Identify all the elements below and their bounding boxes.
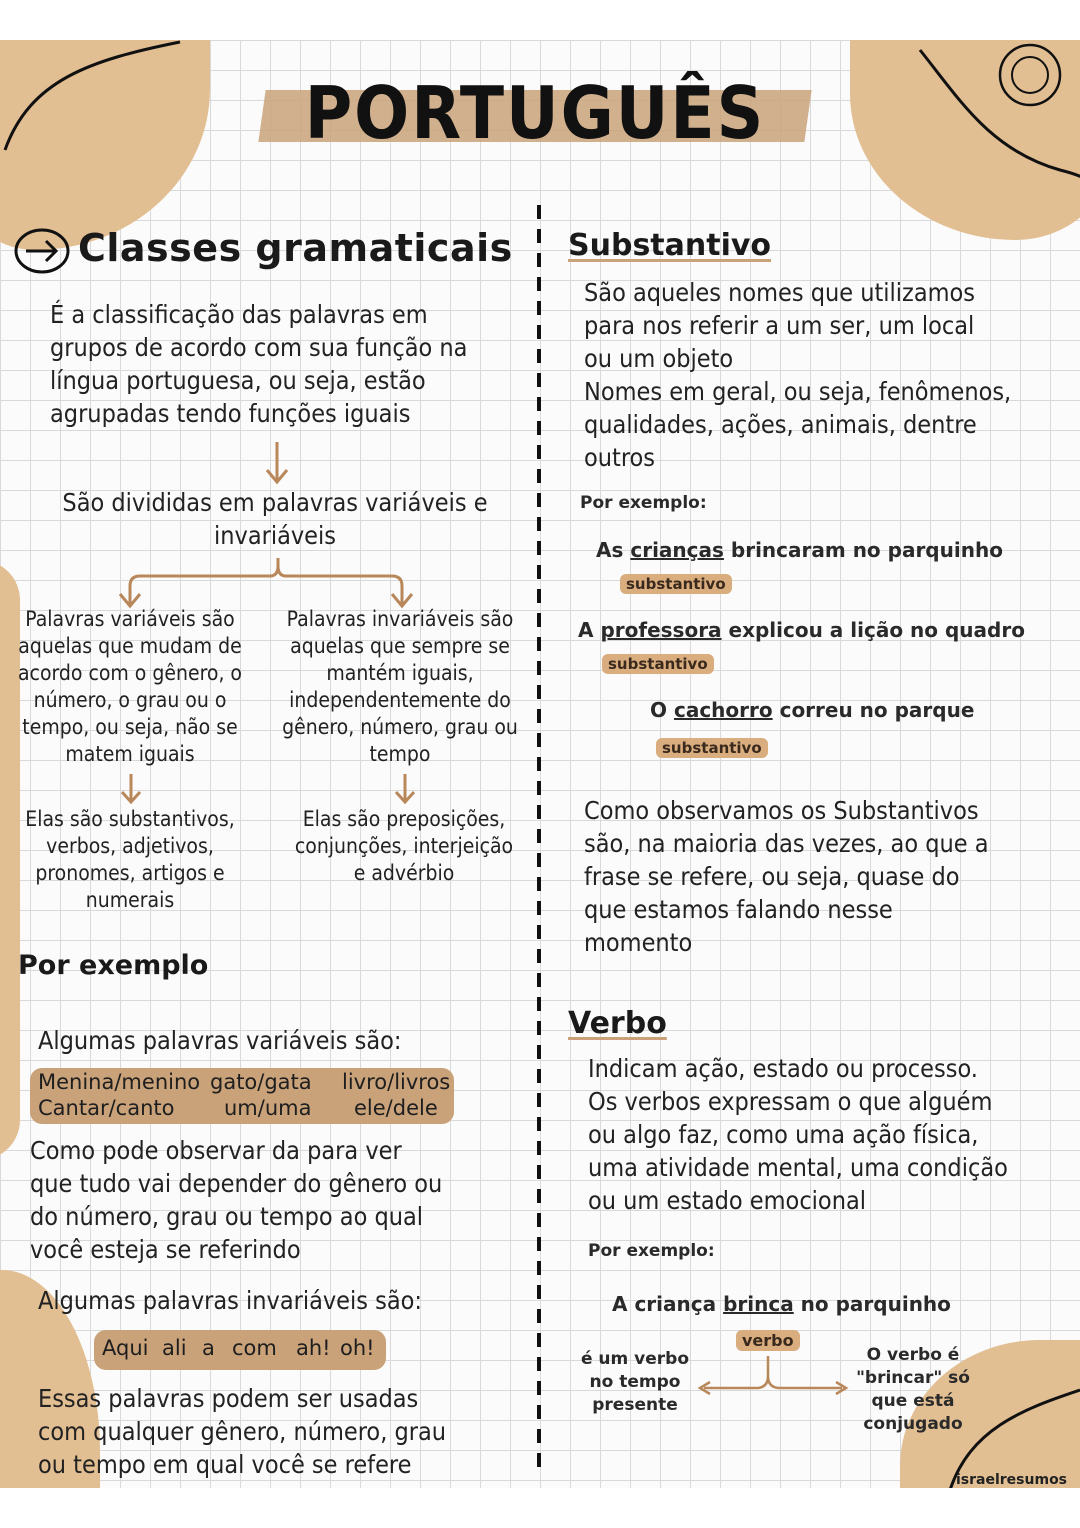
word-item: Aqui [102, 1336, 149, 1360]
sentence-part: A criança [612, 1292, 724, 1316]
word-class-tag: substantivo [620, 574, 732, 594]
variaveis-note-line: que tudo vai depender do gênero ou [30, 1169, 443, 1198]
verbo-example-sentence [612, 1292, 951, 1316]
arrow-circle-icon [14, 228, 70, 274]
example-sentence [650, 698, 974, 722]
intro-line: É a classificação das palavras em [50, 300, 428, 329]
verbo-def-line: ou um estado emocional [588, 1186, 866, 1215]
substantivo-note-line: frase se refere, ou seja, quase do [584, 862, 960, 891]
intro-line: língua portuguesa, ou seja, estão [50, 366, 426, 395]
verbo-def-line: Os verbos expressam o que alguém [588, 1087, 993, 1116]
invariaveis-line: gênero, número, grau ou [282, 715, 518, 739]
verbo-right-note-line: O verbo é [866, 1345, 960, 1365]
substantivo-note-line: que estamos falando nesse [584, 895, 893, 924]
substantivo-def-line: qualidades, ações, animais, dentre [584, 410, 977, 439]
invariaveis-line: aquelas que sempre se [290, 634, 510, 658]
decor-swirl-top-right [880, 40, 1080, 230]
verbo-def-line: Indicam ação, estado ou processo. [588, 1054, 978, 1083]
word-item: ali [162, 1336, 187, 1360]
variaveis-line: acordo com o gênero, o [17, 661, 242, 685]
invariaveis-note-line: Essas palavras podem ser usadas [38, 1384, 419, 1413]
page-title: PORTUGUÊS [304, 71, 766, 155]
verbo-por-exemplo: Por exemplo: [588, 1241, 715, 1261]
substantivo-definition [584, 276, 1011, 474]
invariaveis-list-line: Elas são preposições, [302, 807, 506, 831]
word-item: ele/dele [354, 1096, 438, 1120]
sentence-part: A [578, 618, 601, 642]
word-item: oh! [340, 1336, 375, 1360]
variaveis-title: Algumas palavras variáveis são: [38, 1026, 402, 1055]
word-item: gato/gata [210, 1070, 312, 1094]
verbo-definition [588, 1052, 1008, 1217]
sentence-part: correu no parque [772, 698, 975, 722]
variaveis-line: aquelas que mudam de [18, 634, 242, 658]
substantivo-note-line: momento [584, 928, 693, 957]
sentence-part: brincaram no parquinho [723, 538, 1003, 562]
invariaveis-line: Palavras invariáveis são [286, 607, 514, 631]
title-banner [262, 72, 808, 154]
substantivo-def-line: Nomes em geral, ou seja, fenômenos, [584, 377, 1012, 406]
invariaveis-list [276, 806, 532, 887]
signature: israelresumos [956, 1472, 1068, 1488]
section-heading-verbo: Verbo [568, 1006, 667, 1041]
variaveis-list [8, 806, 252, 914]
divided-line: São divididas em palavras variáveis e [62, 488, 488, 517]
verbo-right-note-line: conjugado [863, 1414, 963, 1434]
intro-line: agrupadas tendo funções iguais [50, 399, 411, 428]
highlighted-word: cachorro [673, 698, 773, 722]
sentence-part: no parquinho [793, 1292, 951, 1316]
arrow-down-icon [262, 440, 292, 486]
example-heading: Por exemplo [18, 950, 209, 981]
verbo-def-line: uma atividade mental, uma condição [588, 1153, 1008, 1182]
variaveis-line: tempo, ou seja, não se [22, 715, 238, 739]
verbo-left-note [570, 1348, 700, 1417]
variaveis-list-line: pronomes, artigos e [35, 861, 225, 885]
verbo-left-note-line: é um verbo [580, 1349, 690, 1369]
variaveis-list-line: numerais [85, 888, 175, 912]
verbo-def-line: ou algo faz, como uma ação física, [588, 1120, 979, 1149]
invariaveis-definition [272, 606, 528, 768]
verbo-left-note-line: no tempo [589, 1372, 681, 1392]
substantivo-note-line: são, na maioria das vezes, ao que a [584, 829, 989, 858]
verbo-branch-arrow-icon [696, 1356, 850, 1400]
variaveis-line: Palavras variáveis são [25, 607, 235, 631]
arrow-down-icon [390, 772, 420, 806]
column-divider [537, 205, 541, 1473]
highlighted-word: professora [600, 618, 722, 642]
substantivo-note [584, 794, 989, 959]
word-class-tag: verbo [736, 1330, 800, 1351]
variaveis-note-line: Como pode observar da para ver [30, 1136, 402, 1165]
variaveis-definition [8, 606, 252, 768]
substantivo-def-line: ou um objeto [584, 344, 734, 373]
invariaveis-title: Algumas palavras invariáveis são: [38, 1286, 422, 1315]
word-item: ah! [296, 1336, 331, 1360]
section-heading-substantivo: Substantivo [568, 228, 772, 263]
word-item: livro/livros [342, 1070, 451, 1094]
example-sentence [596, 538, 1003, 562]
variaveis-note-line: do número, grau ou tempo ao qual [30, 1202, 424, 1231]
word-item: a [202, 1336, 215, 1360]
substantivo-def-line: São aqueles nomes que utilizamos [584, 278, 976, 307]
arrow-down-icon [116, 772, 146, 806]
verbo-left-note-line: presente [592, 1395, 678, 1415]
verbo-right-note-line: "brincar" só [856, 1368, 970, 1388]
word-class-tag: substantivo [656, 738, 768, 758]
verbo-right-note [846, 1344, 980, 1436]
decor-swirl-top-left [0, 40, 200, 200]
invariaveis-list-line: e advérbio [353, 861, 455, 885]
invariaveis-note-line: com qualquer gênero, número, grau [38, 1417, 447, 1446]
word-item: Cantar/canto [38, 1096, 175, 1120]
verbo-right-note-line: que está [871, 1391, 955, 1411]
invariaveis-line: mantém iguais, [326, 661, 474, 685]
example-sentence [578, 618, 1025, 642]
invariaveis-note [38, 1382, 446, 1481]
word-item: com [232, 1336, 277, 1360]
variaveis-list-line: Elas são substantivos, [25, 807, 235, 831]
divided-line: invariáveis [214, 521, 336, 550]
divided-text [30, 486, 520, 552]
invariaveis-line: tempo [369, 742, 431, 766]
substantivo-note-line: Como observamos os Substantivos [584, 796, 979, 825]
variaveis-list-line: verbos, adjetivos, [46, 834, 214, 858]
invariaveis-line: independentemente do [289, 688, 511, 712]
variaveis-note-line: você esteja se referindo [30, 1235, 301, 1264]
word-item: Menina/menino [38, 1070, 201, 1094]
word-class-tag: substantivo [602, 654, 714, 674]
sentence-part: As [596, 538, 631, 562]
variaveis-line: matem iguais [65, 742, 195, 766]
highlighted-word: brinca [723, 1292, 794, 1316]
invariaveis-note-line: ou tempo em qual você se refere [38, 1450, 412, 1479]
variaveis-words-box [30, 1068, 454, 1124]
intro-text [50, 298, 467, 430]
substantivo-por-exemplo: Por exemplo: [580, 493, 707, 513]
invariaveis-words-box [94, 1330, 386, 1370]
sentence-part: O [650, 698, 674, 722]
intro-line: grupos de acordo com sua função na [50, 333, 468, 362]
section-heading-classes: Classes gramaticais [78, 226, 513, 270]
word-item: um/uma [224, 1096, 312, 1120]
invariaveis-list-line: conjunções, interjeição [294, 834, 514, 858]
highlighted-word: crianças [630, 538, 724, 562]
sentence-part: explicou a lição no quadro [721, 618, 1025, 642]
variaveis-line: número, o grau ou o [33, 688, 227, 712]
variaveis-note [30, 1134, 442, 1266]
substantivo-def-line: para nos referir a um ser, um local [584, 311, 975, 340]
substantivo-def-line: outros [584, 443, 655, 472]
branch-arrow-icon [110, 556, 420, 608]
